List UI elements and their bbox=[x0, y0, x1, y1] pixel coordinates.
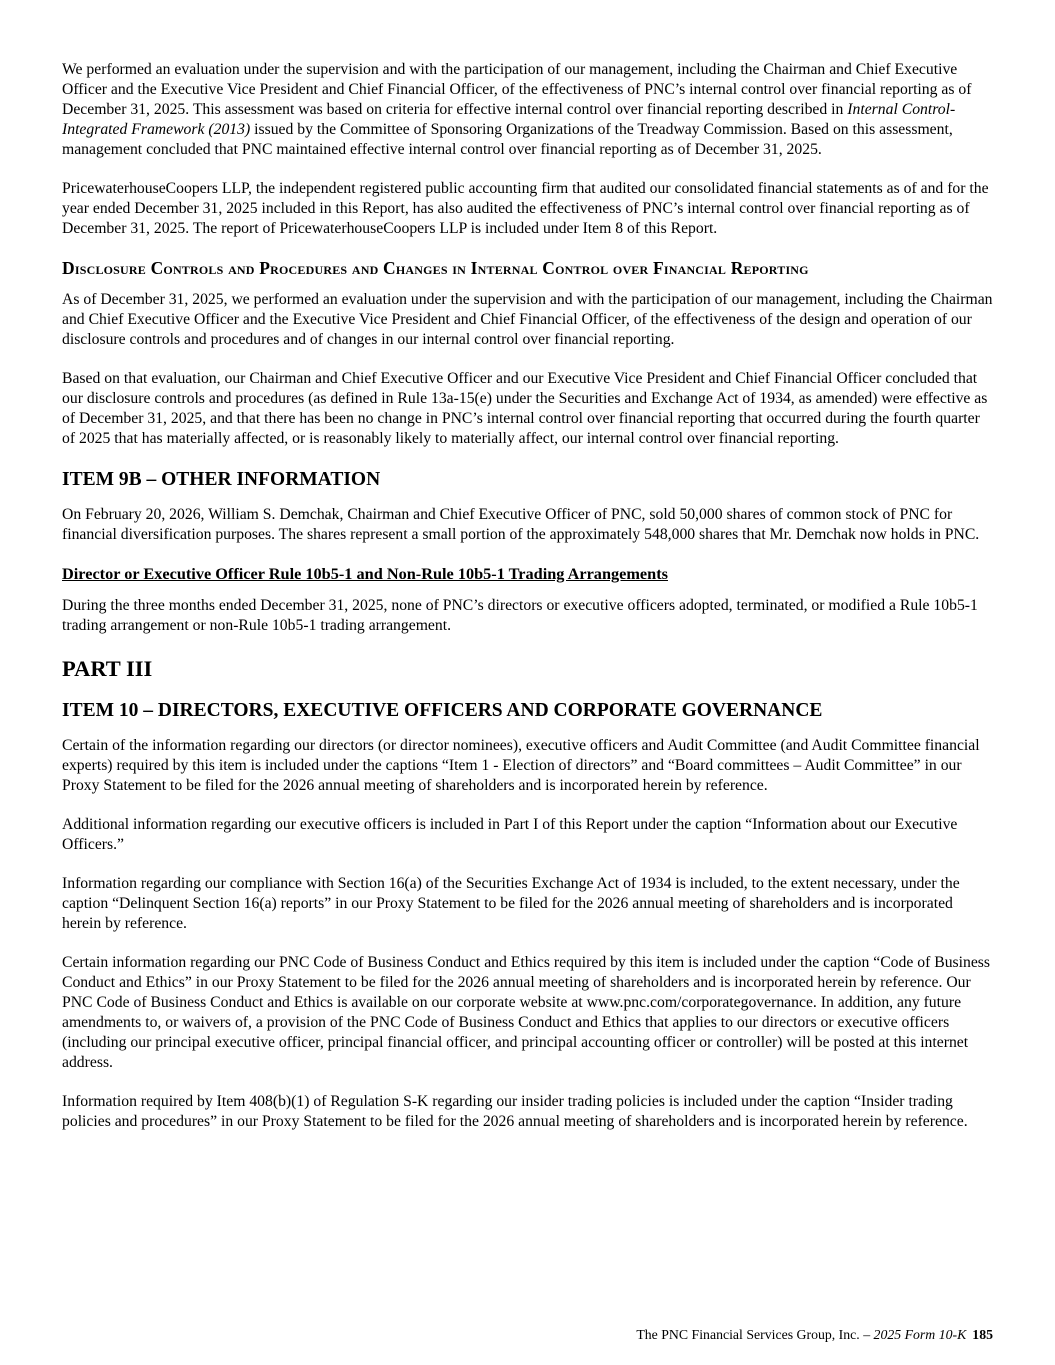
heading-part-iii: PART III bbox=[62, 656, 153, 681]
paragraph-disclosure-conclusion: Based on that evaluation, our Chairman and Chief Executive Officer and our Executive Vice President and Chief Financial Officer concluded that our disclosure controls and procedures (as defined in Rule 13a-15(e) under the Securities and Exchange Act of 1934, as amended) were effective as of December 31, 2025, and that there has been no change in PNC’s internal control over financial reporting that occurred during the fourth quarter of 2025 that has materially affected, or is reasonably likely to materially affect, our internal control over financial reporting. bbox=[62, 370, 988, 447]
paragraph-pwc-audit: PricewaterhouseCoopers LLP, the independent registered public accounting firm that audited our consolidated financial statements as of and for the year ended December 31, 2025 included in this Report, has also audited the effectiveness of PNC’s internal control over financial reporting as of December 31, 2025. The report of PricewaterhouseCoopers LLP is included under Item 8 of this Report. bbox=[62, 180, 989, 237]
paragraph-disclosure-evaluation: As of December 31, 2025, we performed an evaluation under the supervision and with the participation of our management, including the Chairman and Chief Executive Officer and the Executive Vice President and Chief Financial Officer, of the effectiveness of the design and operation of our disclosure controls and procedures and of changes in our internal control over financial reporting. bbox=[62, 291, 993, 348]
paragraph-text: Certain information regarding our PNC Code of Business Conduct and Ethics required by this item is included under the caption “Code of Business Conduct and Ethics” in our Proxy Statement to be filed for the 2026 annual meeting of shareholders and is incorporated herein by reference. Our PNC Code of Business Conduct and Ethics is available on our corporate website at bbox=[62, 954, 991, 1011]
paragraph-text: issued by the Committee of Sponsoring Organizations of the Treadway Commission. Based on this assessment, management concluded that PNC maintained effective internal control over financial reporting as of December 31, 2025. bbox=[62, 121, 953, 158]
heading-trading-arrangements: Director or Executive Officer Rule 10b5-1 and Non-Rule 10b5-1 Trading Arrangements bbox=[62, 564, 668, 583]
document-content bbox=[62, 60, 993, 1151]
paragraph-item10-code-of-ethics bbox=[62, 953, 993, 1073]
page-footer bbox=[636, 1326, 993, 1343]
paragraph-item10-section16: Information regarding our compliance with Section 16(a) of the Securities Exchange Act of 1934 is included, to the extent necessary, under the caption “Delinquent Section 16(a) reports” in our Proxy Statement to be filed for the 2026 annual meeting of shareholders and is incorporated herein by reference. bbox=[62, 875, 960, 932]
heading-item-9b: ITEM 9B – OTHER INFORMATION bbox=[62, 469, 381, 490]
framework-citation-italic: Internal Control-Integrated Framework (2013) bbox=[62, 101, 956, 138]
paragraph-item10-executive-officers: Additional information regarding our executive officers is included in Part I of this Report under the caption “Information about our Executive Officers.” bbox=[62, 816, 958, 853]
paragraph-trading-arrangements: During the three months ended December 31, 2025, none of PNC’s directors or executive officers adopted, terminated, or modified a Rule 10b5-1 trading arrangement or non-Rule 10b5-1 trading arrangement. bbox=[62, 597, 978, 634]
paragraph-icfr-evaluation bbox=[62, 60, 993, 160]
paragraph-text: We performed an evaluation under the supervision and with the participation of our management, including the Chairman and Chief Executive Officer and the Executive Vice President and Chief Financial Officer, of the effectiveness of PNC’s internal control over financial reporting as of December 31, 2025. This assessment was based on criteria for effective internal control over financial reporting described in bbox=[62, 61, 972, 118]
paragraph-item10-insider-trading: Information required by Item 408(b)(1) of Regulation S-K regarding our insider trading policies is included under the caption “Insider trading policies and procedures” in our Proxy Statement to be filed for the 2026 annual meeting of shareholders and is incorporated herein by reference. bbox=[62, 1093, 968, 1130]
footer-page-number: 185 bbox=[972, 1327, 993, 1342]
footer-company-name: The PNC Financial Services Group, Inc. – bbox=[636, 1327, 874, 1342]
footer-form-title: 2025 Form 10-K bbox=[873, 1327, 967, 1342]
corporate-governance-url-text: www.pnc.com/corporategovernance bbox=[586, 994, 813, 1011]
paragraph-text: . In addition, any future amendments to, or waivers of, a provision of the PNC Code of Business Conduct and Ethics that applies to our directors or executive officers (including our principal executive officer, principal financial officer, and principal accounting officer or controller) will be posted at this internet address. bbox=[62, 994, 969, 1071]
paragraph-item10-directors: Certain of the information regarding our directors (or director nominees), executive officers and Audit Committee (and Audit Committee financial experts) required by this item is included under the captions “Item 1 - Election of directors” and “Board committees – Audit Committee” in our Proxy Statement to be filed for the 2026 annual meeting of shareholders and is incorporated herein by reference. bbox=[62, 737, 980, 794]
heading-disclosure-controls: Disclosure Controls and Procedures and Changes in Internal Control over Financial Reporting bbox=[62, 258, 809, 278]
heading-item-10: ITEM 10 – DIRECTORS, EXECUTIVE OFFICERS AND CORPORATE GOVERNANCE bbox=[62, 700, 823, 721]
paragraph-item9b-stock-sale: On February 20, 2026, William S. Demchak, Chairman and Chief Executive Officer of PNC, sold 50,000 shares of common stock of PNC for financial diversification purposes. The shares represent a small portion of the approximately 548,000 shares that Mr. Demchak now holds in PNC. bbox=[62, 506, 980, 543]
